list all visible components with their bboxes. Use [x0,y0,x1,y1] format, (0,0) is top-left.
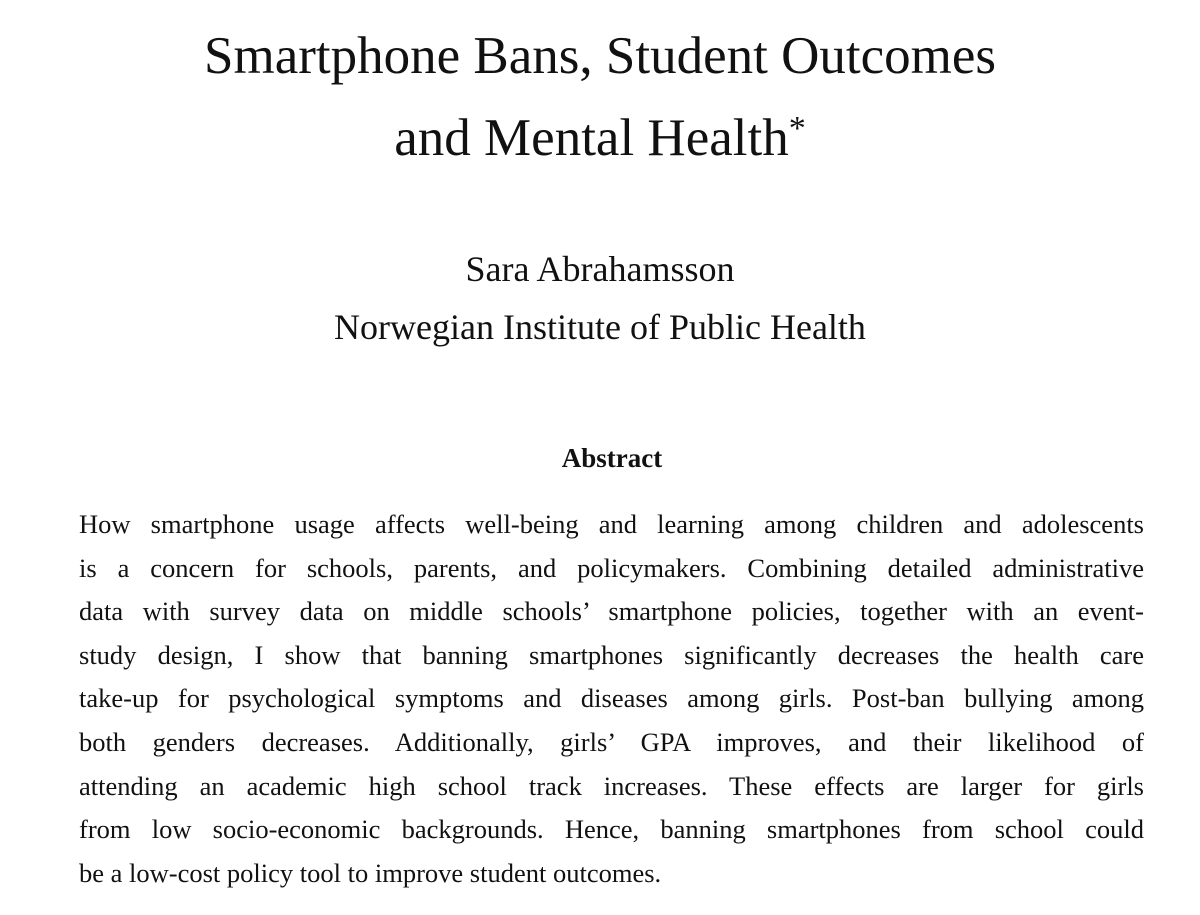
abstract-line: is a concern for schools, parents, and policymakers. Combining detailed administrative [79,552,1144,583]
paper-title-line-1 [0,27,1200,85]
title-footnote-mark[interactable]: * [788,110,806,147]
title-line-2-text: and Mental Health [394,109,789,167]
abstract-line: take-up for psychological symptoms and diseases among girls. Post-ban bullying among [79,683,1144,714]
abstract-line: study design, I show that banning smartphones significantly decreases the health care [79,639,1144,670]
author-name: Sara Abrahamsson [465,249,735,289]
abstract-line: data with survey data on middle schools’ smartphone policies, together with an event- [79,596,1144,627]
abstract-line: from low socio-economic backgrounds. Hence, banning smartphones from school could [79,814,1144,845]
abstract-line: both genders decreases. Additionally, girls’ GPA improves, and their likelihood of [79,726,1144,757]
abstract-line: attending an academic high school track increases. These effects are larger for girls [79,770,1144,801]
abstract-line: How smartphone usage affects well-being and learning among children and adolescents [79,509,1144,539]
paper-title-line-2 [0,109,1200,167]
abstract-body [79,503,1144,895]
title-line-1-text: Smartphone Bans, Student Outcomes [204,27,996,85]
abstract-heading: Abstract [561,443,663,473]
author-affiliation: Norwegian Institute of Public Health [334,307,866,347]
abstract-line: be a low-cost policy tool to improve student outcomes. [79,857,662,888]
